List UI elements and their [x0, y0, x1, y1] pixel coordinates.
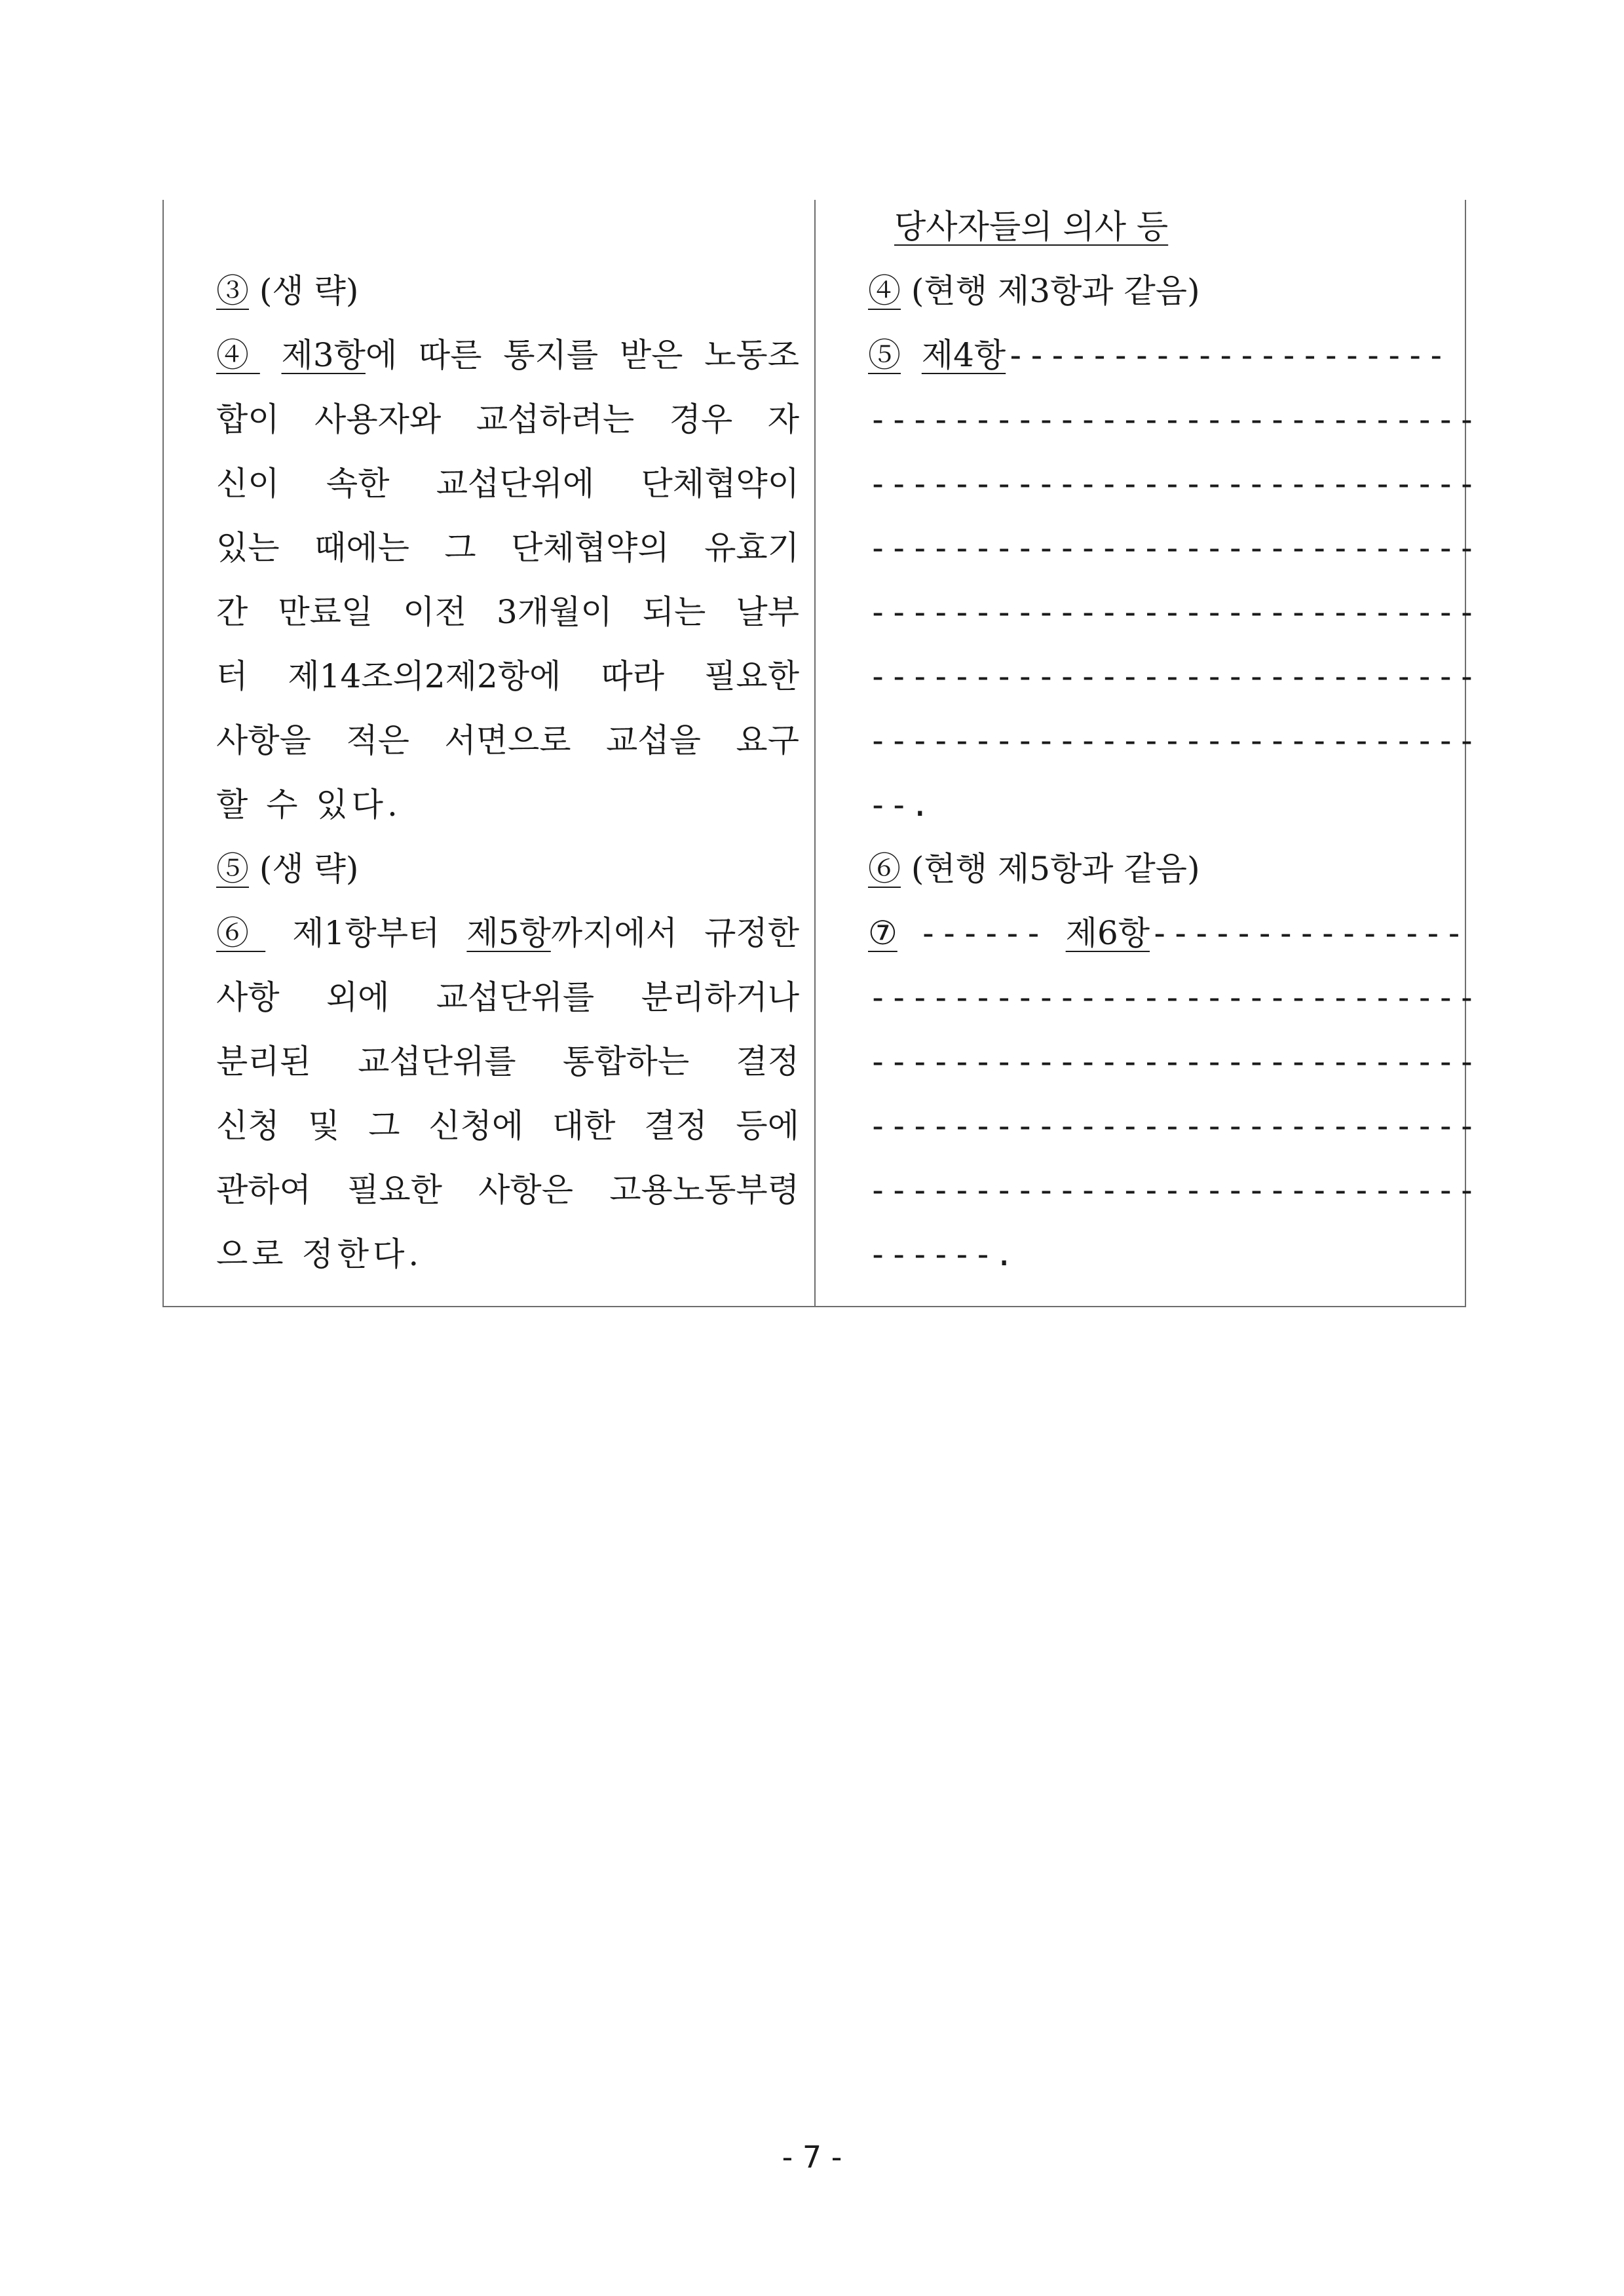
text-line: 으로 정한다. [216, 1235, 423, 1273]
clause-number: ⑥ [868, 850, 901, 888]
dash-line: ----------------------------- [868, 593, 1478, 631]
dash-line: ------. [868, 1235, 1015, 1273]
dash-line: ----------------------------- [868, 657, 1478, 695]
clause-number: ⑥ [216, 914, 266, 952]
reference-underlined: 제6항 [1065, 914, 1150, 952]
reference-underlined: 제5항 [466, 914, 551, 952]
column-divider [814, 200, 816, 1306]
text-line: 신청 및 그 신청에 대한 결정 등에 [216, 1107, 799, 1145]
clause-number: ④ [216, 336, 260, 374]
clause-6-line: ⑥ 제1항부터 제5항까지에서 규정한 [216, 914, 799, 952]
clause-3-omitted: ③ (생 략) [216, 272, 359, 310]
dash-line: ----------------------------- [868, 721, 1478, 759]
clause-4-line: ④ 제3항에 따른 통지를 받은 노동조 [216, 336, 800, 374]
page-number: - 7 - [782, 2139, 842, 2175]
text-line: 사항 외에 교섭단위를 분리하거나 [216, 978, 799, 1016]
dash-line: ----------------------------- [868, 978, 1478, 1016]
text-line: 있는 때에는 그 단체협약의 유효기 [216, 529, 799, 567]
clause-number: ④ [868, 272, 901, 310]
current-law-column [216, 200, 799, 1306]
comparison-table [162, 200, 1478, 1307]
text-line: 터 제14조의2제2항에 따라 필요한 [216, 657, 799, 695]
dash-line: ----------------------------- [868, 529, 1478, 567]
clause-4-same: ④ (현행 제3항과 같음) [868, 272, 1200, 310]
clause-5-omitted: ⑤ (생 략) [216, 850, 359, 888]
dash-line: --. [868, 786, 932, 824]
clause-number: ③ [216, 272, 249, 310]
text-line: 사항을 적은 서면으로 교섭을 요구 [216, 721, 799, 759]
clause-number: ⑦ [868, 914, 897, 952]
reference-underlined: 제3항 [281, 336, 366, 374]
dash-line: ----------------------------- [868, 465, 1478, 503]
text-line: 관하여 필요한 사항은 고용노동부령 [216, 1171, 799, 1209]
text-line: 신이 속한 교섭단위에 단체협약이 [216, 465, 799, 503]
text-line: 분리된 교섭단위를 통합하는 결정 [216, 1043, 799, 1081]
dash-line: ----------------------------- [868, 1171, 1478, 1209]
clause-6-same: ⑥ (현행 제5항과 같음) [868, 850, 1200, 888]
clause-number: ⑤ [868, 336, 901, 374]
dash-line: ----------------------------- [868, 1043, 1478, 1081]
dash-line: ----------------------------- [868, 1107, 1478, 1145]
clause-number: ⑤ [216, 850, 249, 888]
text-line: 합이 사용자와 교섭하려는 경우 자 [216, 400, 799, 438]
text-line: 간 만료일 이전 3개월이 되는 날부 [216, 593, 799, 631]
clause-7-line: ⑦ ------ 제6항--------------- [868, 914, 1465, 952]
reference-underlined: 제4항 [921, 336, 1006, 374]
dash-line: ----------------------------- [868, 400, 1478, 438]
continued-text: 당사자들의 의사 등 [894, 208, 1169, 246]
clause-5-line: ⑤ 제4항--------------------- [868, 336, 1448, 374]
amendment-column [868, 200, 1478, 1306]
text-line: 할 수 있다. [216, 786, 402, 824]
